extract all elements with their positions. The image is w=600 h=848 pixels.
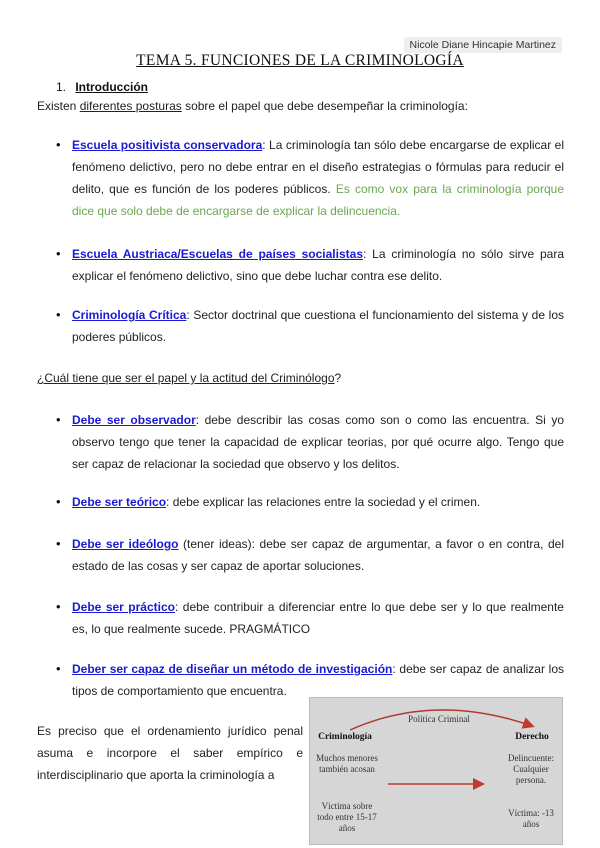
list-item-role-metodo (56, 658, 564, 702)
term-link[interactable]: Escuela Austriaca/Escuelas de países socialistas (72, 247, 363, 261)
term-link[interactable]: Debe ser práctico (72, 600, 175, 614)
diagram-left-mid: Muchos menores también acosan (316, 753, 378, 774)
list-item-role-teorico (56, 491, 564, 513)
diagram-left-title: Criminología (318, 732, 372, 742)
diagram-top-label: Política Criminal (408, 714, 470, 724)
item-text: : La criminología no sólo sirve para explicar el fenómeno delictivo, sino que debe luchar contra ese delito. (72, 247, 564, 283)
question-link[interactable]: ¿Cuál tiene que ser el papel y la actitud del Criminólogo (37, 371, 335, 385)
item-text: : La criminología tan sólo debe encargarse de explicar el fenómeno delictivo, pero no debe entrar en el diseño estrategias o fórmulas para reducir el delito, que es función de los poderes públicos. (72, 138, 564, 196)
intro-paragraph (37, 95, 564, 117)
diagram-right-title: Derecho (515, 732, 549, 742)
criminal-policy-diagram (309, 697, 563, 845)
term-link[interactable]: Deber ser capaz de diseñar un método de investigación (72, 662, 393, 676)
term-link[interactable]: Debe ser observador (72, 413, 196, 427)
item-text: : debe explicar las relaciones entre la sociedad y el crimen. (166, 495, 481, 509)
question-paragraph (37, 367, 564, 389)
item-text: : Sector doctrinal que cuestiona el funcionamiento del sistema y de los poderes públicos. (72, 308, 564, 344)
list-item-role-practico (56, 596, 564, 640)
intro-text: Existen (37, 99, 80, 113)
section-heading (56, 80, 148, 94)
diagram-right-mid: Delincuente: Cualquier persona. (508, 753, 554, 785)
term-link[interactable]: Debe ser teórico (72, 495, 167, 509)
section-number: 1. (56, 80, 67, 94)
question-end: ? (334, 371, 342, 385)
list-item-school-critica (56, 304, 564, 348)
diagram-left-bottom: Víctima sobre todo entre 15-17 años (317, 801, 377, 833)
term-link[interactable]: Criminología Crítica (72, 308, 187, 322)
section-title: Introducción (75, 80, 149, 94)
item-text: : debe contribuir a diferenciar entre lo que debe ser y lo que realmente es, lo que realmente sucede. PRAGMÁTICO (72, 600, 564, 636)
list-item-school-austriaca (56, 243, 564, 287)
item-note: Es como vox para la criminología porque dice que solo debe de encargarse de explicar la delincuencia. (72, 182, 564, 218)
closing-paragraph: Es preciso que el ordenamiento jurídico penal asuma e incorpore el saber empírico e interdisciplinario que aporta la criminología a (37, 724, 303, 782)
page-title: TEMA 5. FUNCIONES DE LA CRIMINOLOGÍA (136, 52, 464, 69)
intro-link[interactable]: diferentes posturas (79, 99, 182, 113)
list-item-role-observador (56, 409, 564, 475)
list-item-school-positivista (56, 134, 564, 222)
term-link[interactable]: Escuela positivista conservadora (72, 138, 263, 152)
list-item-role-ideologo (56, 533, 564, 577)
item-text: (tener ideas): debe ser capaz de argumentar, a favor o en contra, del estado de las cosas y ser capaz de aportar soluciones. (72, 537, 564, 573)
intro-text-end: sobre el papel que debe desempeñar la criminología: (181, 99, 468, 113)
term-link[interactable]: Debe ser ideólogo (72, 537, 179, 551)
author-badge: Nicole Diane Hincapie Martinez (404, 37, 562, 53)
item-text: : debe ser capaz de analizar los tipos de comportamiento que encuentra. (72, 662, 564, 698)
diagram-right-bottom: Víctima: -13 años (508, 808, 554, 829)
item-text: : debe describir las cosas como son o como las encuentra. Si yo observo tengo que tener la capacidad de explicar teorias, por qué ocurre algo. Tengo que ser capaz de relacionar la sociedad que observo y los delitos. (72, 413, 564, 471)
